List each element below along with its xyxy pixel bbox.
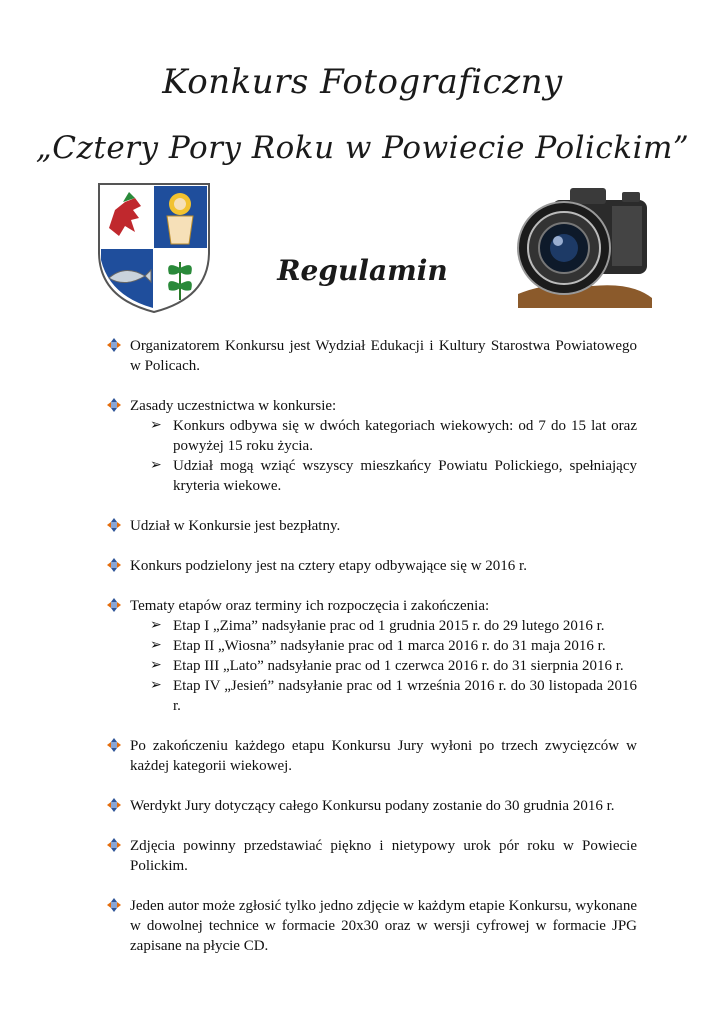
sub-list-item-text: Udział mogą wziąć wszyscy mieszkańcy Powiatu Polickiego, spełniający kryteria wiekowe. [173, 458, 637, 494]
list-item-text: Jeden autor może zgłosić tylko jedno zdjęcie w każdym etapie Konkursu, wykonane w dowolnej technice w formacie 20x30 oraz w wersji cyfrowej w formacie JPG zapisane na płycie CD. [130, 898, 637, 954]
sub-list-item [150, 616, 637, 636]
arrowhead-bullet-icon: ➢ [150, 638, 162, 653]
arrowhead-bullet-icon: ➢ [150, 618, 162, 633]
list-item-text: Werdykt Jury dotyczący całego Konkursu podany zostanie do 30 grudnia 2016 r. [130, 798, 615, 814]
sub-list-item-text: Etap IV „Jesień” nadsyłanie prac od 1 września 2016 r. do 30 listopada 2016 r. [173, 678, 637, 714]
arrowhead-bullet-icon: ➢ [150, 658, 162, 673]
list-item-text: Tematy etapów oraz terminy ich rozpoczęcia i zakończenia: [130, 598, 490, 614]
sub-list-item-text: Etap I „Zima” nadsyłanie prac od 1 grudnia 2015 r. do 29 lutego 2016 r. [173, 618, 605, 634]
sub-list-item [150, 456, 637, 496]
sub-list-item [150, 416, 637, 456]
list-item [107, 556, 637, 576]
list-item [107, 796, 637, 816]
list-item-text: Po zakończeniu każdego etapu Konkursu Jury wyłoni po trzech zwycięzców w każdej kategorii wiekowej. [130, 738, 637, 774]
list-item-text: Zdjęcia powinny przedstawiać piękno i nietypowy urok pór roku w Powiecie Polickim. [130, 838, 637, 874]
list-item-text: Konkurs podzielony jest na cztery etapy odbywające się w 2016 r. [130, 558, 527, 574]
list-item-text: Organizatorem Konkursu jest Wydział Edukacji i Kultury Starostwa Powiatowego w Policach. [130, 338, 637, 374]
title-line-2: „Cztery Pory Roku w Powiecie Polickim” [35, 130, 690, 166]
sub-list-item [150, 676, 637, 716]
list-item [107, 896, 637, 956]
sub-list-item [150, 656, 637, 676]
four-arrow-bullet-icon [107, 798, 121, 812]
arrowhead-bullet-icon: ➢ [150, 458, 162, 473]
title-line-1: Konkurs Fotograficzny [162, 62, 563, 102]
four-arrow-bullet-icon [107, 518, 121, 532]
rules-heading: Regulamin [277, 254, 448, 287]
four-arrow-bullet-icon [107, 338, 121, 352]
four-arrow-bullet-icon [107, 398, 121, 412]
four-arrow-bullet-icon [107, 838, 121, 852]
sub-list-item [150, 636, 637, 656]
list-item [107, 736, 637, 776]
list-item-text: Zasady uczestnictwa w konkursie: [130, 398, 337, 414]
sub-list-item-text: Etap III „Lato” nadsyłanie prac od 1 czerwca 2016 r. do 31 sierpnia 2016 r. [173, 658, 624, 674]
list-item [107, 836, 637, 876]
coat-of-arms-icon [95, 180, 213, 315]
four-arrow-bullet-icon [107, 898, 121, 912]
sub-list-item-text: Konkurs odbywa się w dwóch kategoriach wiekowych: od 7 do 15 lat oraz powyżej 15 roku życia. [173, 418, 637, 454]
camera-icon [512, 182, 657, 310]
four-arrow-bullet-icon [107, 558, 121, 572]
list-item [107, 516, 637, 536]
four-arrow-bullet-icon [107, 598, 121, 612]
rules-list [107, 336, 637, 956]
four-arrow-bullet-icon [107, 738, 121, 752]
sub-list-item-text: Etap II „Wiosna” nadsyłanie prac od 1 marca 2016 r. do 31 maja 2016 r. [173, 638, 606, 654]
list-item [107, 596, 637, 616]
arrowhead-bullet-icon: ➢ [150, 418, 162, 433]
list-item [107, 396, 637, 416]
list-item [107, 336, 637, 376]
arrowhead-bullet-icon: ➢ [150, 678, 162, 693]
list-item-text: Udział w Konkursie jest bezpłatny. [130, 518, 341, 534]
